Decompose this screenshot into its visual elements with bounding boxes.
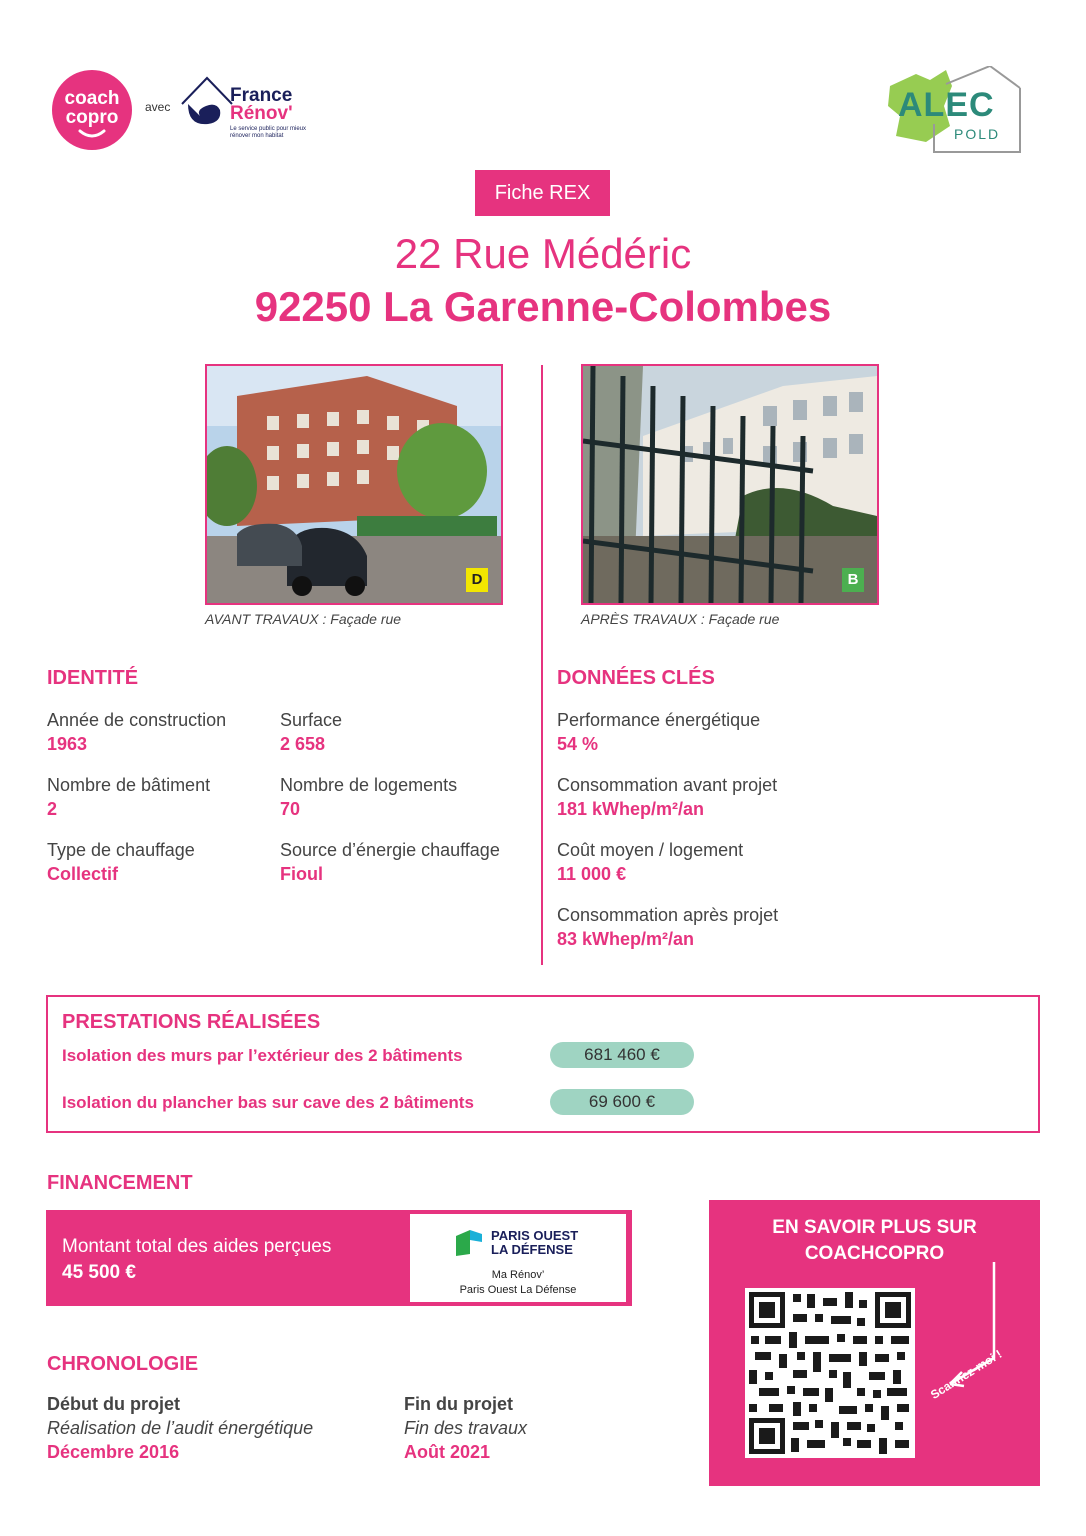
chrono-start-date: Décembre 2016: [47, 1442, 180, 1462]
fiche-rex-badge: Fiche REX: [475, 170, 610, 216]
chrono-start-title: Début du projet: [47, 1394, 180, 1414]
identite-label-surface: Surface: [280, 710, 343, 730]
alec-logo-text: ALEC: [898, 86, 995, 124]
qr-title-line1: EN SAVOIR PLUS SUR: [772, 1217, 977, 1238]
france-renov-line1: France: [230, 85, 293, 106]
chronologie-title: CHRONOLOGIE: [47, 1353, 199, 1375]
avec-label: avec: [145, 100, 171, 114]
caption-before-works: AVANT TRAVAUX : Façade rue: [205, 611, 402, 627]
caption-after-works: APRÈS TRAVAUX : Façade rue: [581, 611, 780, 627]
coachcopro-logo-line2: copro: [65, 107, 119, 128]
identite-value-batiment: 2: [47, 799, 58, 819]
paris-ouest-logo-icon: [454, 1228, 484, 1258]
france-renov-line2: Rénov': [230, 103, 293, 124]
qr-code[interactable]: [745, 1288, 915, 1458]
donnees-label-conso-avant: Consommation avant projet: [557, 775, 778, 795]
photo-after-works: [581, 364, 879, 605]
page-title-city: 92250 La Garenne-Colombes: [254, 283, 832, 330]
donnees-value-cout: 11 000 €: [557, 864, 627, 884]
identite-title: IDENTITÉ: [47, 667, 139, 689]
identite-value-chauffage: Collectif: [47, 864, 119, 884]
partner-caption-line1: Ma Rénov’: [491, 1269, 545, 1281]
identite-label-logements: Nombre de logements: [280, 775, 458, 795]
financement-value: 45 500 €: [62, 1262, 136, 1283]
identite-label-batiment: Nombre de bâtiment: [47, 775, 211, 795]
prestations-title: PRESTATIONS RÉALISÉES: [62, 1011, 321, 1033]
coachcopro-logo-line1: coach: [64, 88, 120, 109]
prestation-amount-murs: 681 460 €: [550, 1042, 694, 1068]
donnees-label-performance: Performance énergétique: [557, 710, 761, 730]
qr-title-line2: COACHCOPRO: [804, 1243, 945, 1264]
chrono-end-title: Fin du projet: [404, 1394, 513, 1414]
page-title-street: 22 Rue Médéric: [394, 230, 692, 277]
financement-label: Montant total des aides perçues: [62, 1236, 332, 1257]
chrono-end-date: Août 2021: [404, 1442, 491, 1462]
donnees-value-performance: 54 %: [557, 734, 599, 754]
partner-name-line1: PARIS OUEST: [491, 1228, 579, 1243]
partner-name-line2: LA DÉFENSE: [491, 1242, 573, 1257]
prestation-label-murs: Isolation des murs par l’extérieur des 2 bâtiments: [62, 1046, 463, 1065]
chrono-start-desc: Réalisation de l’audit énergétique: [47, 1418, 314, 1438]
identite-label-chauffage: Type de chauffage: [47, 840, 195, 860]
pold-logo-text: POLD: [954, 126, 1001, 142]
chrono-end-desc: Fin des travaux: [404, 1418, 528, 1438]
identite-value-annee: 1963: [47, 734, 88, 754]
identite-value-surface: 2 658: [280, 734, 326, 754]
prestation-label-plancher: Isolation du plancher bas sur cave des 2 bâtiments: [62, 1093, 474, 1112]
dpe-badge-before: D: [466, 568, 488, 592]
donnees-title: DONNÉES CLÉS: [557, 667, 715, 689]
donnees-value-conso-avant: 181 kWhep/m²/an: [557, 799, 705, 819]
france-renov-tagline: Le service public pour mieux rénover mon habitat: [230, 126, 307, 139]
identite-value-energie: Fioul: [280, 864, 323, 884]
donnees-label-cout: Coût moyen / logement: [557, 840, 744, 860]
scan-me-label: Scannez-moi !: [928, 1346, 1005, 1402]
identite-label-energie: Source d’énergie chauffage: [280, 840, 500, 860]
prestation-amount-plancher: 69 600 €: [550, 1089, 694, 1115]
vertical-divider: [541, 365, 543, 965]
financement-title: FINANCEMENT: [47, 1172, 193, 1194]
identite-label-annee: Année de construction: [47, 710, 227, 730]
partner-caption-line2: Paris Ouest La Défense: [459, 1284, 577, 1296]
donnees-value-conso-apres: 83 kWhep/m²/an: [557, 929, 695, 949]
photo-before-works: [205, 364, 503, 605]
dpe-badge-after: B: [842, 568, 864, 592]
donnees-label-conso-apres: Consommation après projet: [557, 905, 779, 925]
identite-value-logements: 70: [280, 799, 301, 819]
coachcopro-logo: [52, 70, 132, 150]
